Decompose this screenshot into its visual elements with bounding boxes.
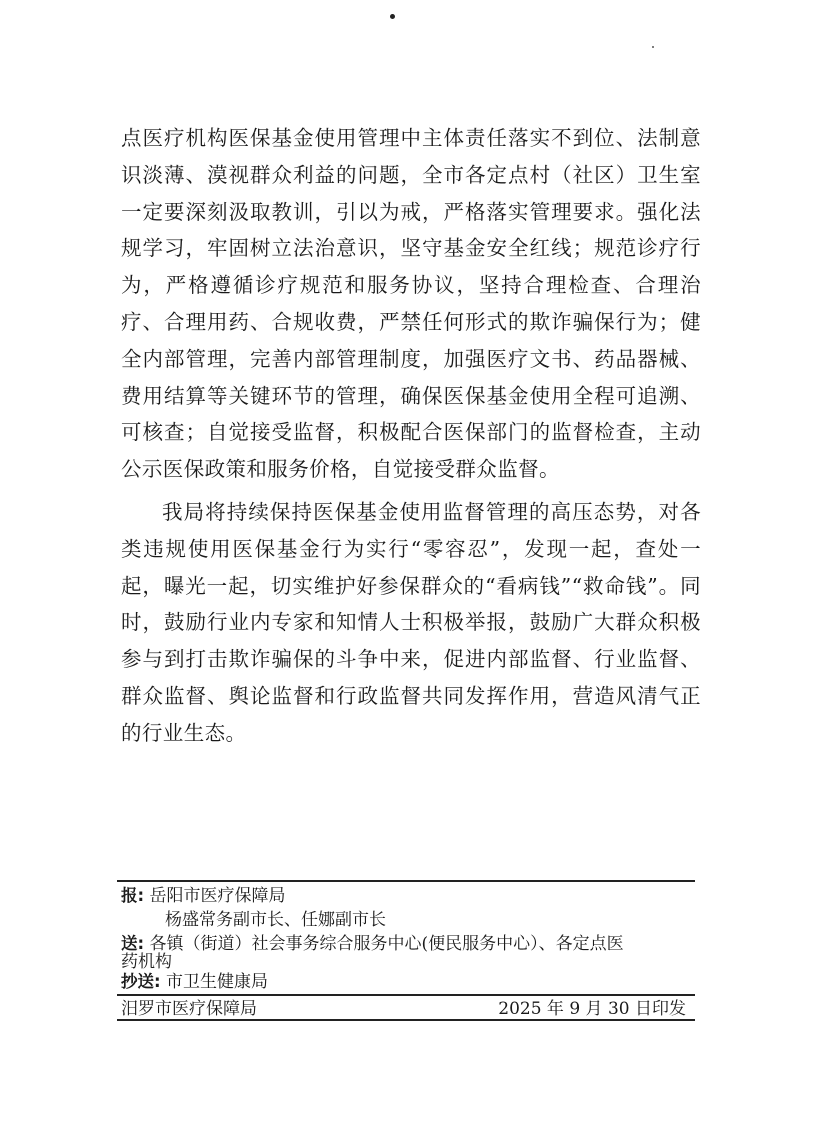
issue-line (121, 997, 686, 1021)
footer-top-rule (117, 880, 695, 882)
send-recipient-2: 药机构 (121, 952, 172, 972)
send-recipient-1: 各镇（街道）社会事务综合服务中心(便民服务中心）、各定点医 (149, 934, 624, 954)
report-section (121, 884, 701, 932)
send-label: 送: (121, 934, 145, 953)
report-recipient-1: 岳阳市医疗保障局 (149, 886, 286, 906)
footer-bottom-rule (117, 1019, 695, 1021)
cc-recipient: 市卫生健康局 (166, 972, 269, 992)
cc-label: 抄送: (121, 972, 161, 991)
report-recipient-2: 杨盛常务副市长、任娜副市长 (165, 910, 386, 930)
paragraph-1: 点医疗机构医保基金使用管理中主体责任落实不到位、法制意识淡薄、漠视群众利益的问题，全市各定点村（社区）卫生室一定要深刻汲取教训，引以为戒，严格落实管理要求。强化法规学习，牢固树立法治意识，坚守基金安全红线；规范诊疗行为，严格遵循诊疗规范和服务协议，坚持合理检查、合理治疗、合理用药、合规收费，严禁任何形式的欺诈骗保行为；健全内部管理，完善内部管理制度，加强医疗文书、药品器械、费用结算等关键环节的管理，确保医保基金使用全程可追溯、可核查；自觉接受监督，积极配合医保部门的监督检查，主动公示医保政策和服务价格，自觉接受群众监督。 (121, 126, 701, 482)
report-label: 报: (121, 886, 145, 905)
page-mark (390, 14, 395, 19)
cc-section (121, 970, 701, 994)
paragraph-2: 我局将持续保持医保基金使用监督管理的高压态势，对各类违规使用医保基金行为实行“零容忍”，发现一起，查处一起，曝光一起，切实维护好参保群众的“看病钱”“救命钱”。同时，鼓励行业内专家和知情人士积极举报，鼓励广大群众积极参与到打击欺诈骗保的斗争中来，促进内部监督、行业监督、群众监督、舆论监督和行政监督共同发挥作用，营造风清气正的行业生态。 (121, 499, 701, 745)
issue-date: 2025 年 9 月 30 日印发 (498, 999, 686, 1019)
footer-mid-rule (117, 994, 695, 996)
document-body (121, 120, 701, 752)
issuer: 汨罗市医疗保障局 (121, 999, 257, 1019)
scan-speck (652, 46, 654, 48)
